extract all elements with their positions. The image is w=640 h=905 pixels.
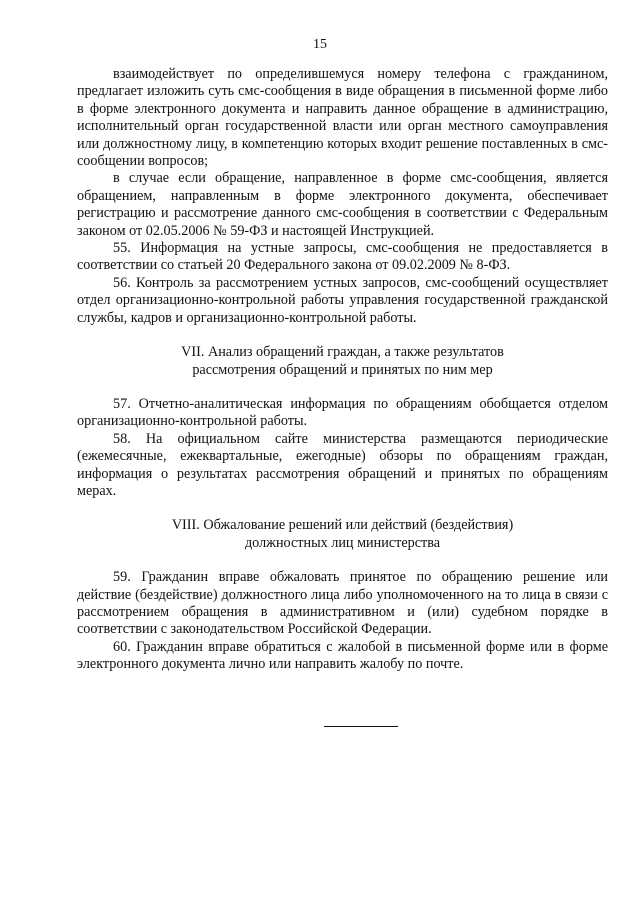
- paragraph-55: 55. Информация на устные запросы, смс-сообщения не предоставляется в соответствии со статьей 20 Федерального закона от 09.02.2009 № 8-ФЗ.: [77, 240, 608, 274]
- end-of-text-rule: [324, 726, 398, 727]
- page-number: 15: [313, 37, 327, 52]
- section-7-heading-line-1: VII. Анализ обращений граждан, а также результатов: [181, 344, 504, 361]
- paragraph-60: 60. Гражданин вправе обратиться с жалобой в письменной форме или в форме электронного документа лично или направить жалобу по почте.: [77, 638, 608, 673]
- section-7-heading-line-2: рассмотрения обращений и принятых по ним мер: [192, 361, 493, 378]
- paragraph-sms-interaction: взаимодействует по определившемуся номеру телефона с гражданином, предлагает изложить суть смс-сообщения в виде обращения в письменной форме либо в форме электронного документа и направить данное обращение в администрацию, исполнительный орган государственной власти или орган местного самоуправления или должностному лицу, в компетенцию которых входит решение поставленных в смс-сообщении вопросов;: [77, 66, 608, 170]
- section-8-heading-line-1: VIII. Обжалование решений или действий (бездействия): [171, 517, 514, 534]
- section-7-heading: [77, 344, 608, 379]
- section-8-heading: [77, 517, 608, 552]
- paragraph-sms-electronic: в случае если обращение, направленное в форме смс-сообщения, является обращением, направленным в форме электронного документа, обеспечивает регистрацию и рассмотрение данного смс-сообщения в соответствии с Федеральным законом от 02.05.2006 № 59-ФЗ и настоящей Инструкцией.: [77, 170, 608, 239]
- paragraph-56: 56. Контроль за рассмотрением устных запросов, смс-сообщений осуществляет отдел организационно-контрольной работы управления государственной гражданской службы, кадров и организационно-контрольной работы.: [77, 274, 608, 326]
- section-8-heading-line-2: должностных лиц министерства: [244, 534, 441, 551]
- document-body: [77, 66, 608, 674]
- paragraph-58: 58. На официальном сайте министерства размещаются периодические (ежемесячные, ежеквартальные, ежегодные) обзоры по обращениям граждан, информация о результатах рассмотрения обращений и принятых по обращениям мерах.: [77, 430, 608, 499]
- paragraph-57: 57. Отчетно-аналитическая информация по обращениям обобщается отделом организационно-контрольной работы.: [77, 395, 608, 430]
- paragraph-59: 59. Гражданин вправе обжаловать принятое по обращению решение или действие (бездействие) должностного лица либо уполномоченного на то лица в связи с рассмотрением обращения в административном и (или) судебном порядке в соответствии с законодательством Российской Федерации.: [77, 569, 608, 638]
